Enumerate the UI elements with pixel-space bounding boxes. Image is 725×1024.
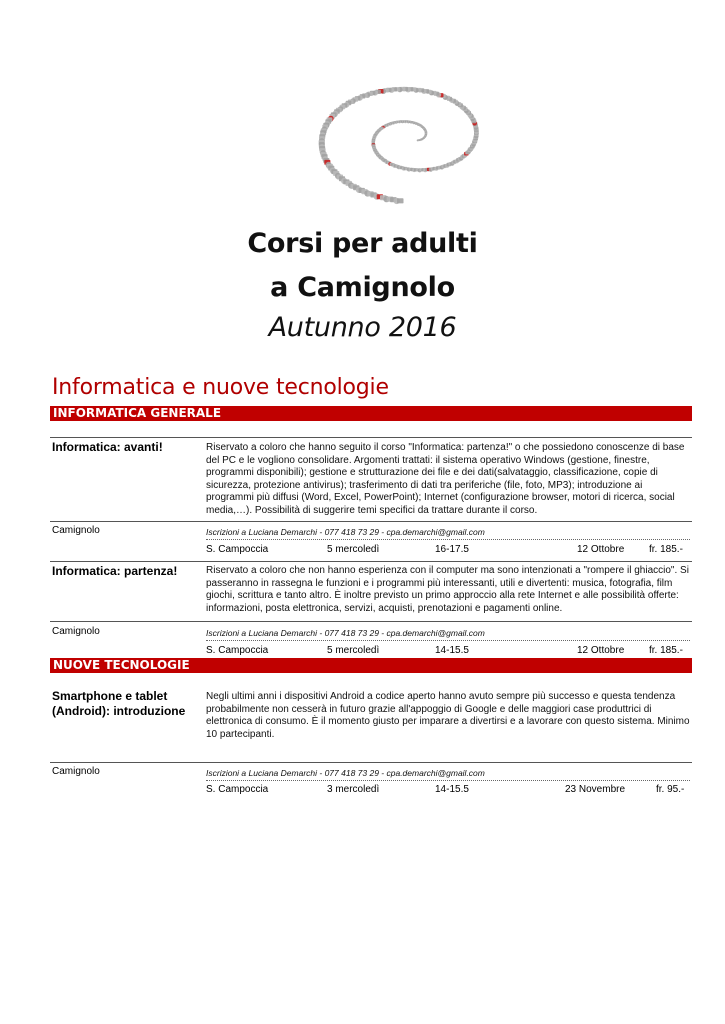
divider — [206, 539, 690, 540]
page-title-line1: Corsi per adulti — [247, 228, 478, 259]
course-title: Informatica: avanti! — [52, 440, 163, 454]
registration-info: Iscrizioni a Luciana Demarchi - 077 418 73 29 - cpa.demarchi@gmail.com — [206, 527, 485, 537]
registration-info: Iscrizioni a Luciana Demarchi - 077 418 73 29 - cpa.demarchi@gmail.com — [206, 768, 485, 778]
page-title-season: Autunno 2016 — [268, 312, 457, 343]
course-start-date: 12 Ottobre — [577, 544, 625, 555]
course-time: 16-17.5 — [435, 544, 469, 555]
course-price: fr. 95.- — [656, 784, 685, 795]
course-description: Negli ultimi anni i dispositivi Android a codice aperto hanno avuto sempre più successo e questa tendenza probabilmente non cesserà in futuro grazie all'appoggio di Google e delle maggiori case produttrici di elettronica di consumo. È il momento giusto per imparare a divertirsi e a lavorare con questo sistema. Minimo 10 partecipanti. — [206, 691, 690, 740]
course-price: fr. 185.- — [649, 544, 683, 555]
divider — [50, 621, 692, 622]
divider — [50, 561, 692, 562]
divider — [50, 437, 692, 438]
course-description: Riservato a coloro che non hanno esperienza con il computer ma sono intenzionati a "rompere il ghiaccio". Si passeranno in rassegna le funzioni e i programmi più interessanti, utili e divertenti: musica, fotografia, film giochi, scrittura e tanto altro. È inoltre previsto un primo approccio alla rete Internet e alle possibilità offerte: informazioni, posta elettronica, servizi, acquisti, prenotazioni e pagamenti online. — [206, 565, 689, 614]
logo-glyph — [397, 198, 404, 203]
course-start-date: 12 Ottobre — [577, 645, 625, 656]
divider — [50, 521, 692, 522]
course-teacher: S. Campoccia — [206, 544, 269, 555]
category-bar-informatica-generale: INFORMATICA GENERALE — [50, 406, 692, 421]
divider — [206, 780, 690, 781]
course-sessions: 5 mercoledì — [327, 544, 380, 555]
course-time: 14-15.5 — [435, 645, 469, 656]
course-location: Camignolo — [52, 766, 100, 777]
course-teacher: S. Campoccia — [206, 645, 269, 656]
registration-info: Iscrizioni a Luciana Demarchi - 077 418 73 29 - cpa.demarchi@gmail.com — [206, 628, 485, 638]
course-teacher: S. Campoccia — [206, 784, 269, 795]
course-sessions: 5 mercoledì — [327, 645, 380, 656]
course-time: 14-15.5 — [435, 784, 469, 795]
course-price: fr. 185.- — [649, 645, 683, 656]
section-heading: Informatica e nuove tecnologie — [52, 375, 389, 400]
category-bar-nuove-tecnologie: NUOVE TECNOLOGIE — [50, 658, 692, 673]
page-title-line2: a Camignolo — [270, 272, 455, 303]
course-title: Informatica: partenza! — [52, 564, 178, 578]
course-location: Camignolo — [52, 525, 100, 536]
course-location: Camignolo — [52, 626, 100, 637]
course-start-date: 23 Novembre — [565, 784, 626, 795]
divider — [206, 640, 690, 641]
divider — [50, 762, 692, 763]
spiral-logo — [262, 68, 484, 216]
course-sessions: 3 mercoledì — [327, 784, 380, 795]
course-title: Smartphone e tablet (Android): introduzione — [52, 689, 186, 718]
course-description: Riservato a coloro che hanno seguito il corso "Informatica: partenza!" o che possiedono conoscenze di base del PC e le vogliono consolidare. Argomenti trattati: il sistema operativo Windows (gestione, finestre, programmi disponibili); gestione e strutturazione dei file e dei dati(salvataggio, classificazione, copie di sicurezza, protezione antivirus); trasferimento di dati tra periferiche (file, foto, MP3); introduzione ai programmi più diffusi (Word, Excel, PowerPoint); Internet (configurazione browser, motori di ricerca, social media,…). Possibilità di suggerire temi specifici da trattare durante il corso. — [206, 442, 685, 516]
